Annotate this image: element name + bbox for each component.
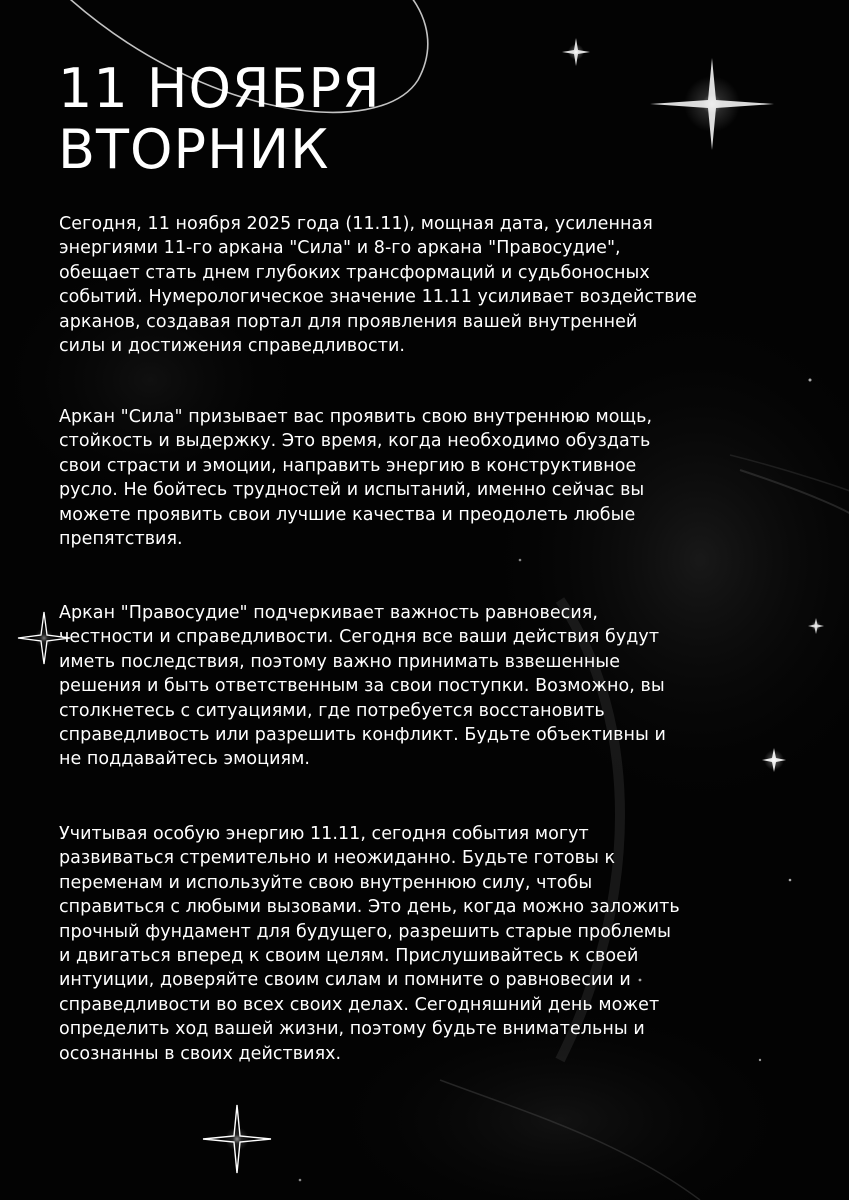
paragraph-justice-arcana: Аркан "Правосудие" подчеркивает важность равновесия, честности и справедливости. Сегодня все ваши действия будут иметь последствия, поэтому важно принимать взвешенные решения и быть ответственным за свои поступки. Возможно, вы столкнетесь с ситуациями, где потребуется восстановить справедливость или разрешить конфликт. Будьте объективны и не поддавайтесь эмоциям. xyxy=(59,603,666,770)
paragraph-intro: Сегодня, 11 ноября 2025 года (11.11), мощная дата, усиленная энергиями 11-го аркана "Сила" и 8-го аркана "Правосудие", обещает стать днем глубоких трансформаций и судьбоносных событий. Нумерологическое значение 11.11 усиливает воздействие арканов, создавая портал для проявления вашей внутренней силы и достижения справедливости. xyxy=(59,214,697,357)
page-title xyxy=(58,58,381,180)
title-weekday: ВТОРНИК xyxy=(58,118,330,181)
paragraph-conclusion: Учитывая особую энергию 11.11, сегодня события могут развиваться стремительно и неожиданно. Будьте готовы к переменам и используйте свою внутреннюю силу, чтобы справиться с любыми вызовами. Это день, когда можно заложить прочный фундамент для будущего, разрешить старые проблемы и двигаться вперед к своим целям. Прислушивайтесь к своей интуиции, доверяйте своим силам и помните о равновесии и справедливости во всех своих делах. Сегодняшний день может определить ход вашей жизни, поэтому будьте внимательны и осознанны в своих действиях. xyxy=(59,824,680,1064)
title-date: 11 НОЯБРЯ xyxy=(58,57,381,120)
paragraph-strength-arcana: Аркан "Сила" призывает вас проявить свою внутреннюю мощь, стойкость и выдержку. Это время, когда необходимо обуздать свои страсти и эмоции, направить энергию в конструктивное русло. Не бойтесь трудностей и испытаний, именно сейчас вы можете проявить свои лучшие качества и преодолеть любые препятствия. xyxy=(59,407,653,550)
